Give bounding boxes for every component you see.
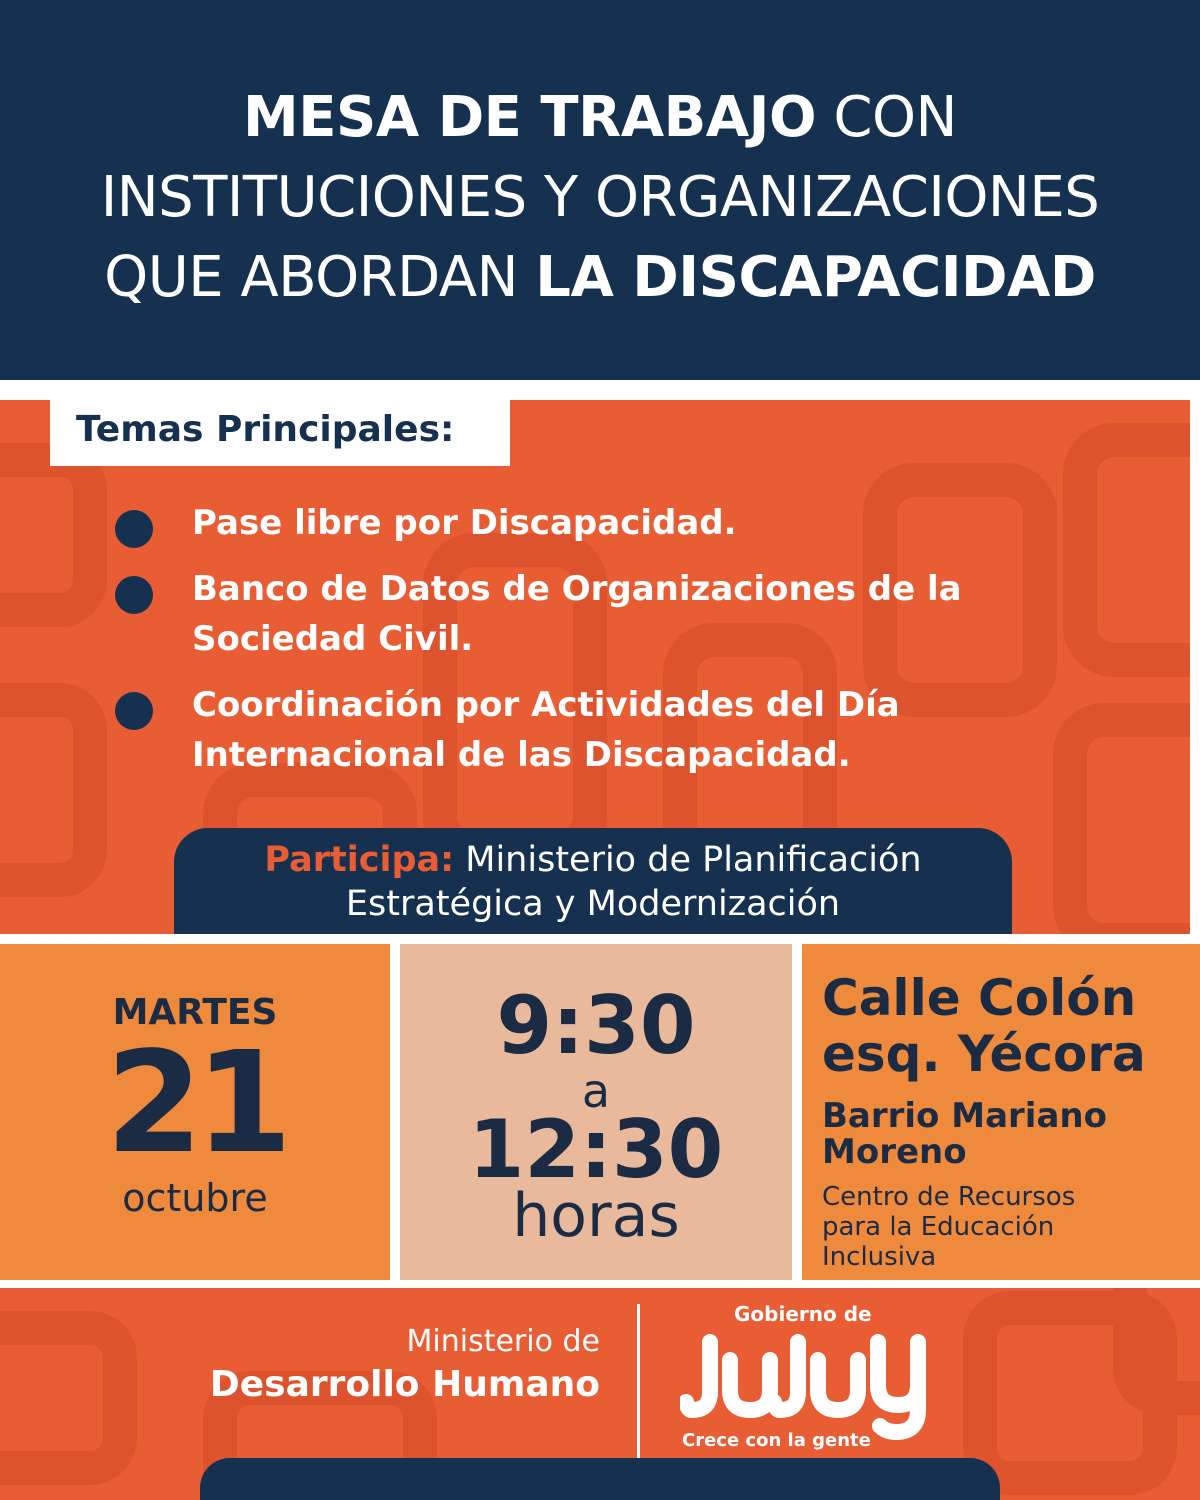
place-centro [822, 1182, 1182, 1272]
gov-line-3: Crece con la gente [682, 1430, 871, 1451]
place-centro-line: Inclusiva [822, 1242, 937, 1272]
topic-line: Pase libre por Discapacidad. [192, 503, 737, 543]
place-street [822, 970, 1146, 1082]
title-line-3 [0, 238, 1200, 318]
participa-box [174, 828, 1012, 934]
topic-line: Banco de Datos de Organizaciones de la [192, 569, 962, 609]
place-centro-line: para la Educación [822, 1212, 1055, 1242]
participa-ministry-2: Estratégica y Modernización [345, 884, 841, 924]
ministry-line-2: Desarrollo Humano [209, 1364, 600, 1405]
place-street-line: esq. Yécora [822, 1025, 1146, 1083]
ministry-logo [210, 1322, 600, 1408]
date-day: 21 [105, 1022, 285, 1185]
date-weekday: MARTES [112, 992, 278, 1033]
place-cell [802, 944, 1200, 1280]
time-start: 9:30 [496, 979, 696, 1072]
gov-line-1: Gobierno de [734, 1302, 872, 1326]
place-barrio [822, 1098, 1182, 1170]
title-line-2: INSTITUCIONES Y ORGANIZACIONES [100, 165, 1100, 230]
title-bold-3: LA DISCAPACIDAD [535, 245, 1096, 310]
title-line-1 [0, 78, 1200, 158]
title-light-1: CON [816, 85, 957, 150]
place-barrio-line: Moreno [822, 1132, 967, 1172]
footer-divider [637, 1304, 640, 1468]
time-unit: horas [512, 1181, 680, 1251]
participa-line-1 [174, 838, 1012, 882]
topic-text [192, 680, 1092, 780]
place-centro-line: Centro de Recursos [822, 1182, 1076, 1212]
topic-line: Internacional de las Discapacidad. [192, 735, 851, 775]
place-barrio-line: Barrio Mariano [822, 1096, 1107, 1136]
time-cell [400, 944, 792, 1280]
title-light-3: QUE ABORDAN [104, 245, 536, 310]
header-banner [0, 0, 1200, 380]
place-street-line: Calle Colón [822, 969, 1137, 1027]
time-end: 12:30 [468, 1103, 724, 1196]
bullet-icon [115, 510, 153, 548]
bullet-icon [115, 576, 153, 614]
ministry-line-1: Ministerio de [406, 1324, 600, 1359]
topic-line: Sociedad Civil. [192, 619, 474, 659]
topic-line: Coordinación por Actividades del Día [192, 685, 900, 725]
date-month: octubre [122, 1176, 268, 1220]
topic-text [192, 564, 1092, 664]
date-cell [0, 944, 390, 1280]
topics-label: Temas Principales: [50, 400, 510, 466]
topic-text [192, 498, 1092, 548]
participa-label: Participa: [264, 840, 455, 880]
time-separator: a [581, 1064, 611, 1118]
title-bold-1: MESA DE TRABAJO [243, 85, 817, 150]
event-info-row [0, 934, 1200, 1288]
participa-ministry-1: Ministerio de Planificación [454, 840, 922, 880]
bullet-icon [115, 692, 153, 730]
jujuy-wordmark [680, 1330, 940, 1440]
bottom-pill [200, 1458, 1000, 1500]
